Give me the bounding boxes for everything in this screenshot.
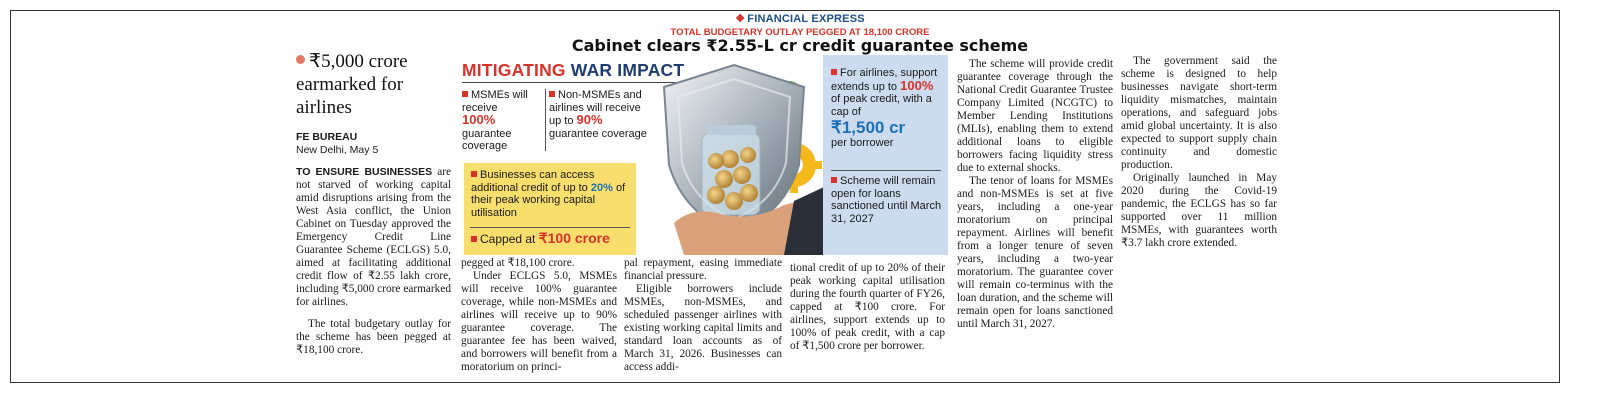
open-until-text: Scheme will remain open for loans sanctioned until March 31, 2027 <box>831 175 942 225</box>
airlines-pct: 100% <box>900 77 934 93</box>
col6-paragraph-2: Originally launched in May 2020 during the Covid-19 pandemic, the ECLGS has so far supported over 11 million MSMEs, with guarantees worth ₹3.7 lakh crore extended. <box>1121 172 1277 249</box>
panel-rule <box>831 170 941 171</box>
col5-paragraph-1: The scheme will provide credit guarantee coverage through the National Credit Guarantee Trustee Company Limited (NCGTC) to Member Lending Institutions (MLIs), enabling them to extend additional loans to eligible borrowers facing liquidity stress due to external shocks. <box>957 58 1113 174</box>
byline: FE BUREAU <box>296 131 358 143</box>
infographic-title-red: MITIGATING <box>462 60 566 80</box>
col6-paragraph-1: The government said the scheme is designed to help businesses navigate short-term liquidity mismatches, maintain operations, and safeguard jobs amid global uncertainty. It is also expected to support supply chain continuity and domestic production. <box>1121 55 1277 171</box>
square-bullet-icon <box>462 91 468 97</box>
kicker: TOTAL BUDGETARY OUTLAY PEGGED AT 18,100 CRORE <box>670 27 930 38</box>
credit-post: of their peak working capital utilisation <box>471 181 626 219</box>
divider <box>545 89 546 151</box>
credit-callout <box>471 169 633 219</box>
masthead-brand <box>0 12 1600 25</box>
column-3 <box>624 257 782 374</box>
shield-coins-illustration <box>644 55 824 255</box>
msme-pct: 100% <box>462 112 496 127</box>
airlines-cap-amount: ₹1,500 cr <box>831 118 906 137</box>
msme-post: guarantee coverage <box>462 127 512 152</box>
col3-paragraph-2: Eligible borrowers include MSMEs, non-MSMEs, and scheduled passenger airlines with existing working capital limits and standard loan accounts as of March 31, 2026. Businesses can access addi- <box>624 283 782 373</box>
infographic-title-dark: WAR IMPACT <box>565 60 685 80</box>
non-msme-post: guarantee coverage <box>549 127 647 140</box>
square-bullet-icon <box>471 236 477 242</box>
non-msme-pct: 90% <box>576 112 603 127</box>
column-2 <box>461 257 617 374</box>
col4-paragraph-1: tional credit of up to 20% of their peak working capital utilisation during the fourth quarter of FY26, capped at ₹100 crore. For airlines, support extends up to 100% of peak credit, with a cap of ₹1,500 crore per borrower. <box>790 262 945 352</box>
credit-pct: 20% <box>590 181 613 194</box>
callout-rule <box>470 227 630 228</box>
col5-paragraph-2: The tenor of loans for MSMEs and non-MSMEs is set at five years, including a one-year moratorium on principal repayment. Airlines will benefit from a longer tenure of seven years, including a two-year moratorium. The guarantee cover will remain co-terminus with the loan duration, and the scheme will remain open for loans sanctioned until March 31, 2027. <box>957 175 1113 330</box>
column-6 <box>1121 55 1277 250</box>
lead-column <box>296 50 451 357</box>
open-until-callout <box>831 175 943 225</box>
non-msme-coverage <box>549 89 649 140</box>
col2-paragraph-1: pegged at ₹18,100 crore. <box>461 257 575 269</box>
cap-amount: ₹100 crore <box>538 230 610 246</box>
lead-paragraph-text: are not starved of working capital amid disruptions arising from the West Asia conflict, the Union Cabinet on Tuesday approved the Emergency Credit Line Guarantee Scheme (ECLGS) 5.0, aimed at facilitating additional credit flow of ₹2.55 lakh crore, including ₹5,000 crore earmarked for airlines. <box>296 166 451 308</box>
lead-paragraph <box>296 166 451 309</box>
fe-logo-icon: ❖ <box>735 13 746 25</box>
lead-caps: TO ENSURE BUSINESSES <box>296 166 433 178</box>
paragraph-outlay: The total budgetary outlay for the scheme has been pegged at ₹18,100 crore. <box>296 318 451 356</box>
coin-jar-icon <box>702 125 760 215</box>
msme-text: MSMEs will receive <box>462 89 528 114</box>
cap-callout <box>471 232 633 246</box>
square-bullet-icon <box>831 177 837 183</box>
msme-coverage <box>462 89 544 153</box>
square-bullet-icon <box>471 171 477 177</box>
airlines-text: For airlines, support extends up to <box>831 67 938 93</box>
square-bullet-icon <box>831 69 837 75</box>
brand-name: FINANCIAL EXPRESS <box>747 13 865 25</box>
airlines-mid: of peak credit, with a cap of <box>831 93 932 118</box>
highlight <box>296 50 451 119</box>
column-4 <box>790 262 945 353</box>
non-msme-text: Non-MSMEs and airlines will receive up to <box>549 89 642 127</box>
col3-paragraph-1: pal repayment, easing immediate financial pressure. <box>624 257 782 282</box>
square-bullet-icon <box>549 91 555 97</box>
headline: Cabinet clears ₹2.55-L cr credit guarantee scheme <box>571 36 1029 55</box>
column-5 <box>957 58 1113 331</box>
highlight-text: ₹5,000 crore earmarked for airlines <box>296 51 408 118</box>
col2-paragraph-2: Under ECLGS 5.0, MSMEs will receive 100% guarantee coverage, while non-MSMEs and airlines will receive up to 90% guarantee coverage. The guarantee fee has been waived, and borrowers will benefit from a moratorium on princi- <box>461 270 617 373</box>
airlines-post: per borrower <box>831 137 894 149</box>
credit-text: Businesses can access additional credit of up to <box>471 169 595 194</box>
bullet-dot-icon <box>296 55 305 64</box>
cap-text: Capped at <box>480 232 536 246</box>
airlines-callout <box>831 67 943 150</box>
infographic <box>459 55 947 255</box>
dateline: New Delhi, May 5 <box>296 144 379 156</box>
